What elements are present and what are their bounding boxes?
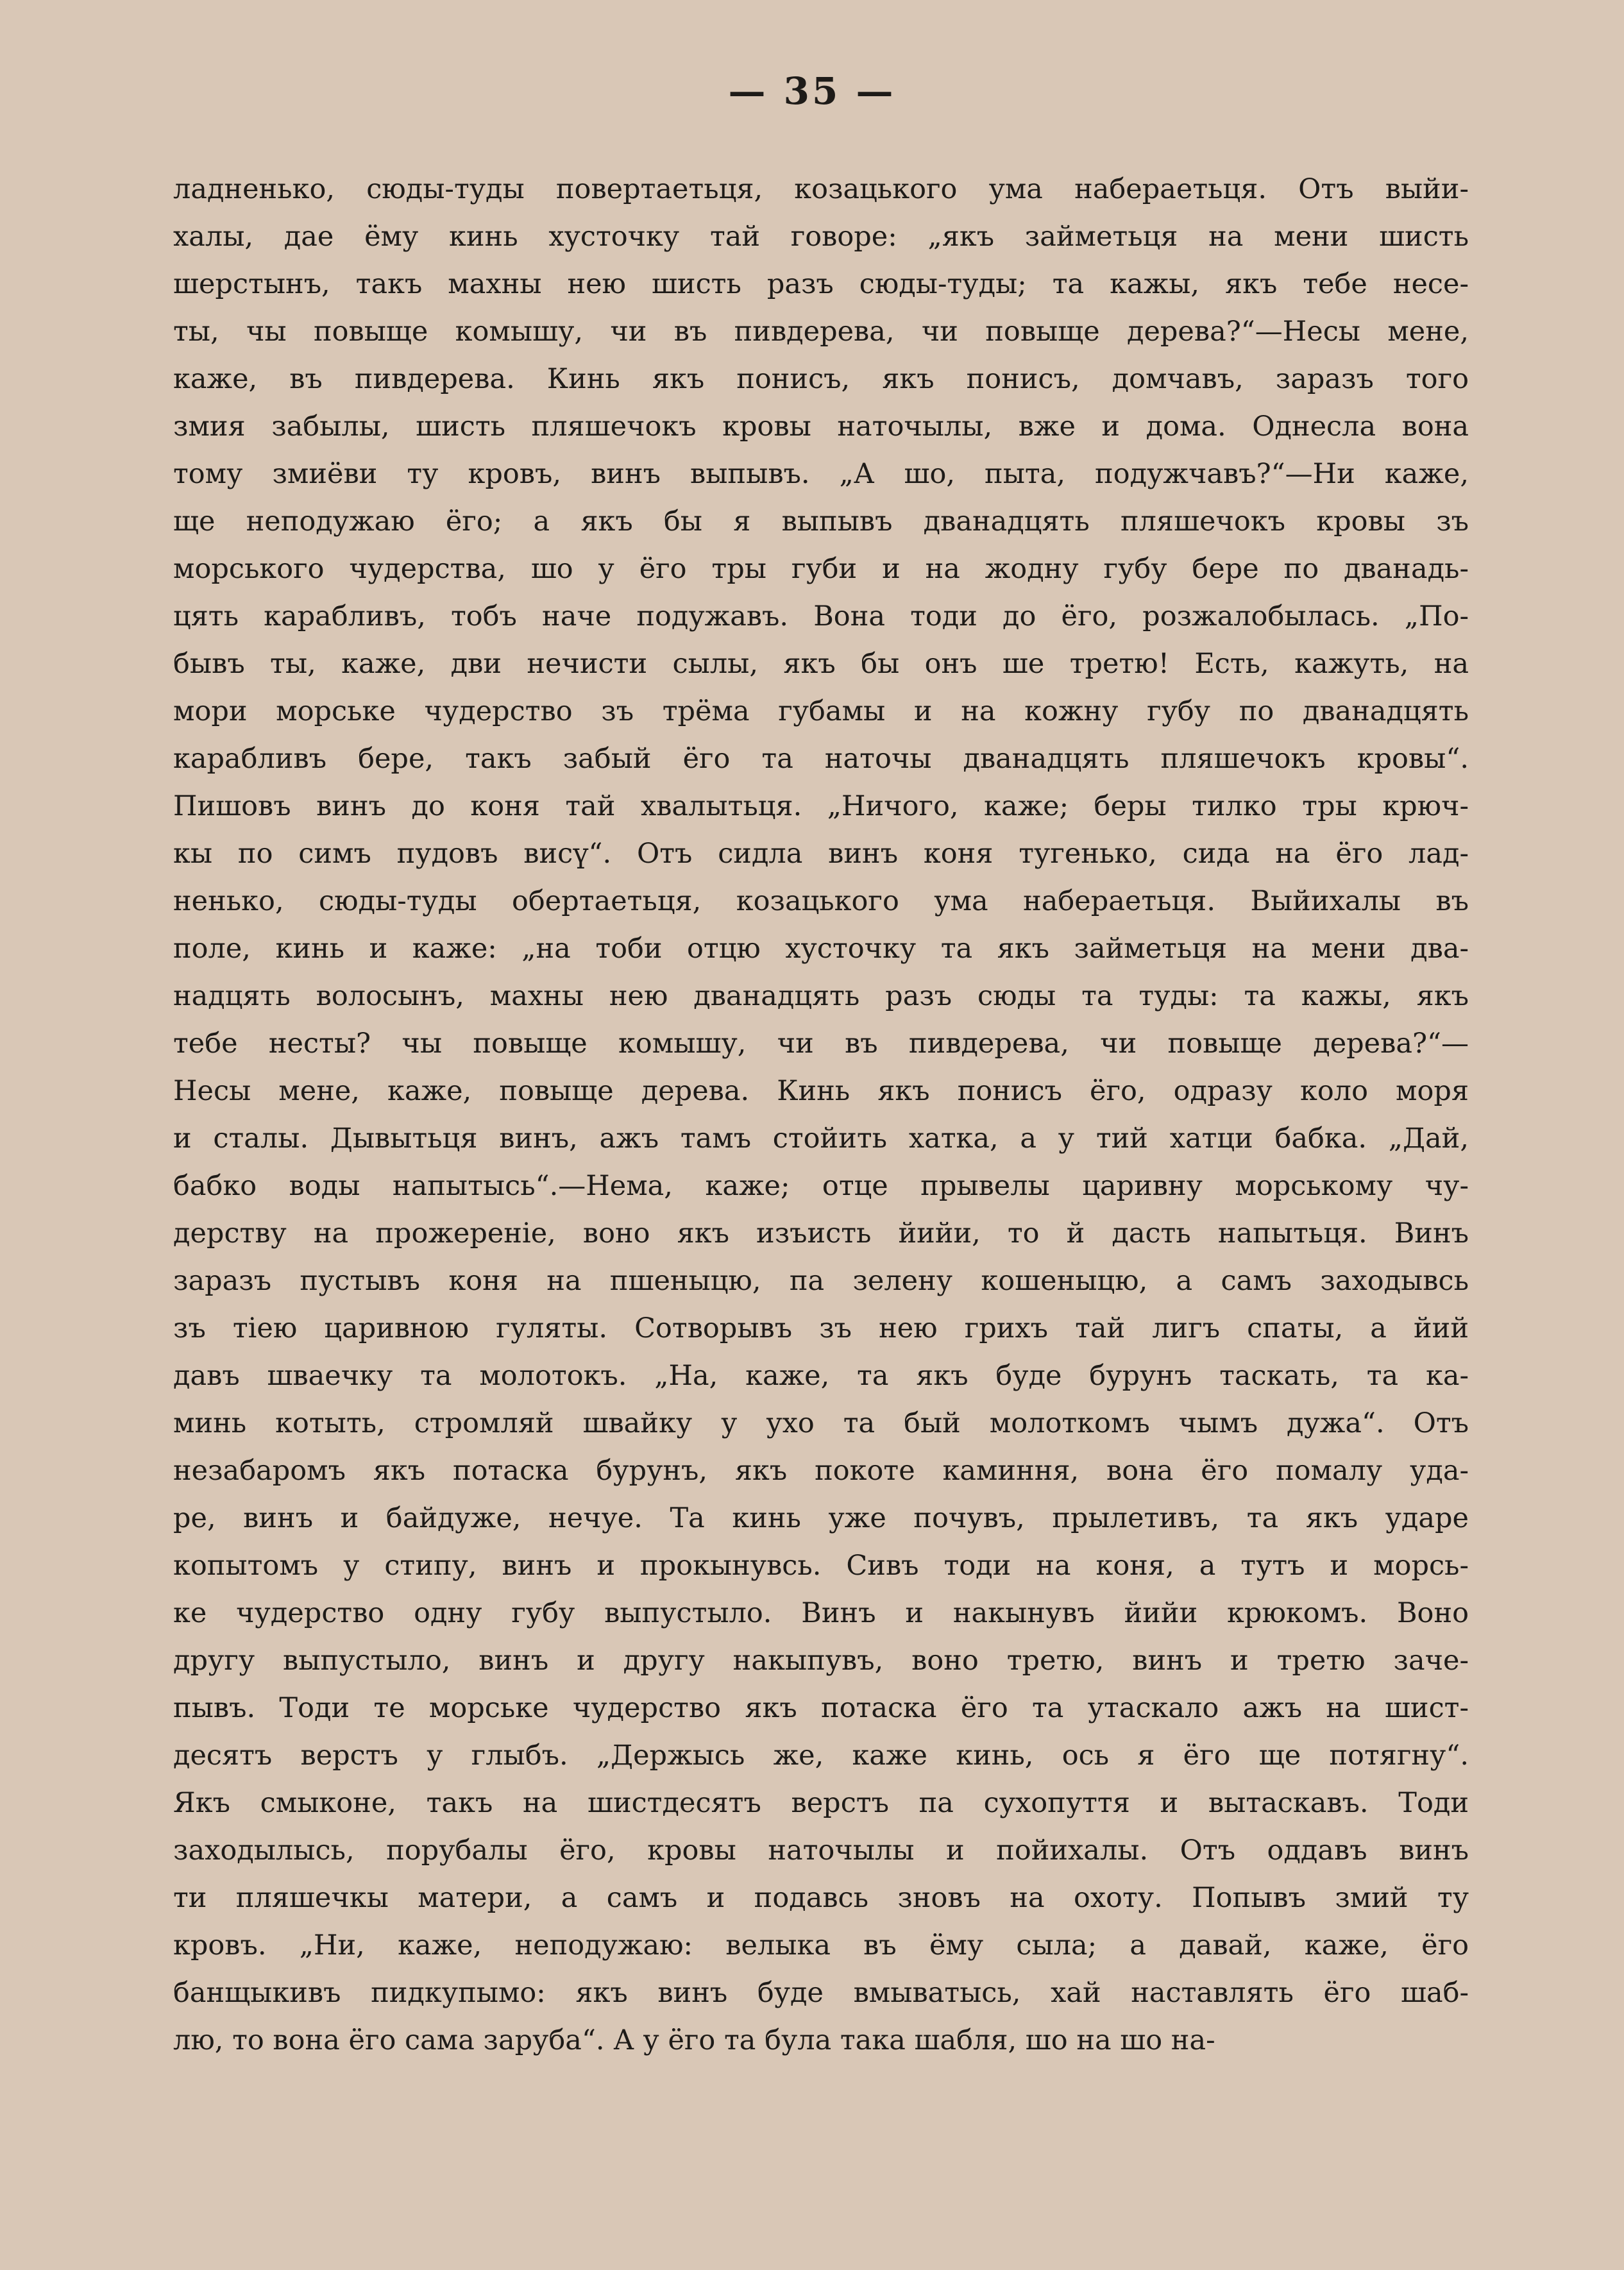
text-line: Пишовъ винъ до коня тай хвалытьця. „Ничого, каже; беры тилко тры крюч- — [173, 790, 1469, 822]
text-line: бабко воды напытысь“.—Нема, каже; отце прывелы царивну морському чу- — [173, 1170, 1469, 1202]
text-line: кы по симъ пудовъ висү“. Отъ сидла винъ коня тугенько, сида на ёго лад- — [173, 838, 1469, 870]
text-line: Якъ смыконе, такъ на шистдесятъ верстъ па сухопуття и вытаскавъ. Тоди — [173, 1787, 1469, 1819]
text-line: незабаромъ якъ потаска бурунъ, якъ покоте каминня, вона ёго помалу уда- — [173, 1455, 1469, 1487]
text-line: надцять волосынъ, махны нею дванадцять разъ сюды та туды: та кажы, якъ — [173, 980, 1469, 1012]
text-line: зъ тіею царивною гуляты. Сотворывъ зъ нею грихъ тай лигъ спаты, а йий — [173, 1312, 1469, 1344]
body-text — [173, 165, 1469, 2064]
text-line: бывъ ты, каже, дви нечисти сылы, якъ бы онъ ше третю! Есть, кажуть, на — [173, 648, 1469, 680]
text-line: другу выпустыло, винъ и другу накыпувъ, воно третю, винъ и третю заче- — [173, 1645, 1469, 1677]
text-line: ре, винъ и байдуже, нечуе. Та кинь уже почувъ, прылетивъ, та якъ ударе — [173, 1502, 1469, 1534]
text-line: поле, кинь и каже: „на тоби отцю хусточку та якъ займетьця на мени два- — [173, 933, 1469, 965]
text-line: заходылысь, порубалы ёго, кровы наточылы и пойихалы. Отъ оддавъ винъ — [173, 1834, 1469, 1867]
text-line: давъ шваечку та молотокъ. „На, каже, та якъ буде бурунъ таскать, та ка- — [173, 1360, 1469, 1392]
text-line: заразъ пустывъ коня на пшеныцю, па зелену кошеныцю, а самъ заходывсь — [173, 1265, 1469, 1297]
text-line: шерстынъ, такъ махны нею шисть разъ сюды-туды; та кажы, якъ тебе несе- — [173, 268, 1469, 300]
text-line: пывъ. Тоди те морське чудерство якъ потаска ёго та утаскало ажъ на шист- — [173, 1692, 1469, 1724]
text-line: тому змиёви ту кровъ, винъ выпывъ. „А шо, пыта, подужчавъ?“—Ни каже, — [173, 458, 1469, 490]
text-line: копытомъ у стипу, винъ и прокынувсь. Сивъ тоди на коня, а тутъ и морсь- — [173, 1550, 1469, 1582]
text-line: мори морське чудерство зъ трёма губамы и на кожну губу по дванадцять — [173, 695, 1469, 727]
text-line: ладненько, сюды-туды повертаетьця, козацького ума набераетьця. Отъ выйи- — [173, 173, 1469, 205]
text-line: ще неподужаю ёго; а якъ бы я выпывъ дванадцять пляшечокъ кровы зъ — [173, 505, 1469, 538]
text-line: карабливъ бере, такъ забый ёго та наточы дванадцять пляшечокъ кровы“. — [173, 743, 1469, 775]
text-line: банщыкивъ пидкупымо: якъ винъ буде вмыватысь, хай наставлять ёго шаб- — [173, 1977, 1469, 2009]
text-line: змия забылы, шисть пляшечокъ кровы наточылы, вже и дома. Однесла вона — [173, 411, 1469, 443]
text-line: десятъ верстъ у глыбъ. „Держысь же, каже кинь, ось я ёго ще потягну“. — [173, 1740, 1469, 1772]
text-line: каже, въ пивдерева. Кинь якъ понисъ, якъ понисъ, домчавъ, заразъ того — [173, 363, 1469, 395]
text-line: ке чудерство одну губу выпустыло. Винъ и накынувъ йийи крюкомъ. Воно — [173, 1597, 1469, 1629]
text-line: Несы мене, каже, повыще дерева. Кинь якъ понисъ ёго, одразу коло моря — [173, 1075, 1469, 1107]
text-line: кровъ. „Ни, каже, неподужаю: велыка въ ёму сыла; а давай, каже, ёго — [173, 1929, 1469, 1961]
text-line: ты, чы повыще комышу, чи въ пивдерева, чи повыще дерева?“—Несы мене, — [173, 316, 1469, 348]
text-line: ти пляшечкы матери, а самъ и подавсь зновъ на охоту. Попывъ змий ту — [173, 1882, 1469, 1914]
text-line: морського чудерства, шо у ёго тры губи и на жодну губу бере по дванадь- — [173, 553, 1469, 585]
text-line: и сталы. Дывытьця винъ, ажъ тамъ стойить хатка, а у тий хатци бабка. „Дай, — [173, 1122, 1469, 1155]
text-line: дерству на прожереніе, воно якъ изъисть йийи, то й дасть напытьця. Винъ — [173, 1217, 1469, 1249]
page-number: — 35 — — [728, 69, 896, 113]
text-line: ненько, сюды-туды обертаетьця, козацького ума набераетьця. Выйихалы въ — [173, 885, 1469, 917]
text-line: лю, то вона ёго сама заруба“. А у ёго та була така шабля, шо на шо на- — [173, 2024, 1215, 2056]
text-line: минь котыть, стромляй швайку у ухо та бый молоткомъ чымъ дужа“. Отъ — [173, 1407, 1469, 1439]
text-line: цять карабливъ, тобъ наче подужавъ. Вона тоди до ёго, розжалобылась. „По- — [173, 600, 1469, 632]
text-line: халы, дае ёму кинь хусточку тай говоре: „якъ займетьця на мени шисть — [173, 221, 1469, 253]
text-line: тебе несты? чы повыще комышу, чи въ пивдерева, чи повыще дерева?“— — [173, 1028, 1469, 1060]
